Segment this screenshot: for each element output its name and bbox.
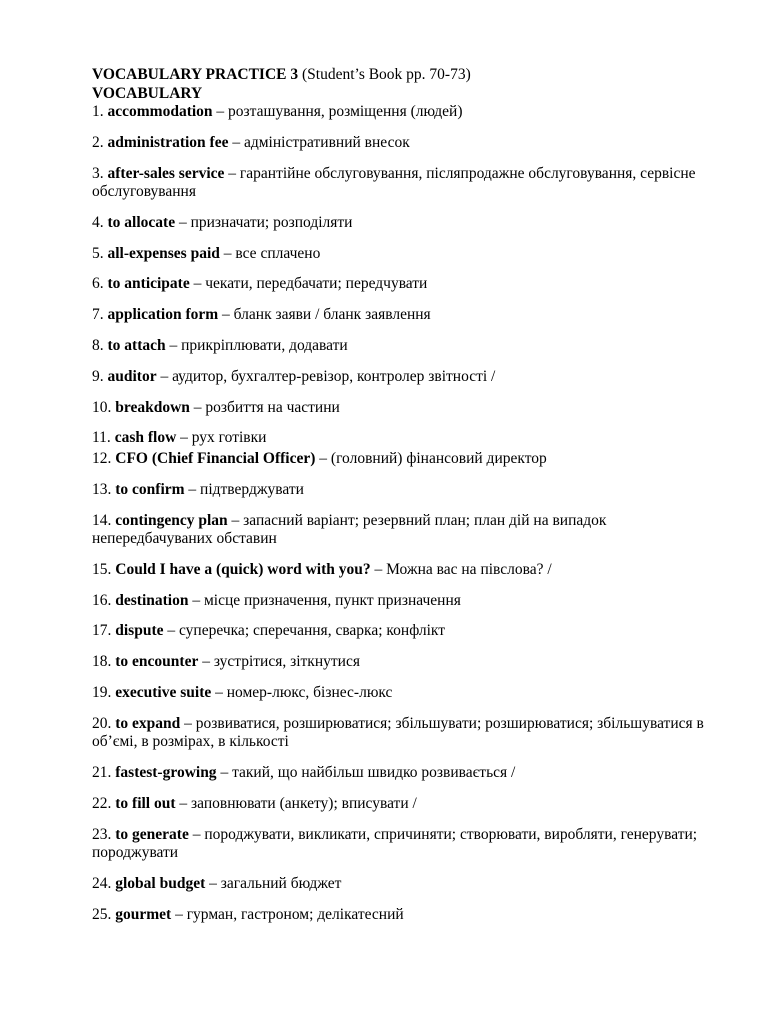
title-reference: (Student’s Book pp. 70-73) xyxy=(301,66,471,83)
entry-definition: – все сплачено xyxy=(223,244,321,262)
entry-definition: – підтверджувати xyxy=(188,480,304,498)
entry-term: cash flow xyxy=(114,429,177,447)
entry-number: 14. xyxy=(92,511,112,529)
entry-term: executive suite xyxy=(115,684,212,702)
entry-term: after-sales service xyxy=(107,164,225,182)
entry-term: breakdown xyxy=(115,398,190,416)
entry-term: dispute xyxy=(115,622,164,640)
section-heading xyxy=(92,85,728,104)
entry-number: 20. xyxy=(92,714,112,732)
entry-number: 18. xyxy=(92,653,112,671)
entry-term: to fill out xyxy=(115,794,176,812)
entry-definition: – породжувати, викликати, спричиняти; створювати, виробляти, генерувати; породжувати xyxy=(92,825,698,862)
vocabulary-entry xyxy=(92,622,728,641)
entry-term: to allocate xyxy=(107,213,176,231)
entry-term: contingency plan xyxy=(115,511,228,529)
entry-term: administration fee xyxy=(107,133,229,151)
vocabulary-entry xyxy=(92,684,728,703)
entry-definition: – призначати; розподіляти xyxy=(178,213,353,231)
entry-definition: – суперечка; сперечання, сварка; конфлікт xyxy=(167,622,446,640)
entry-number: 10. xyxy=(92,398,112,416)
vocabulary-entry xyxy=(92,399,728,418)
vocabulary-entry xyxy=(92,875,728,894)
entry-number: 2. xyxy=(92,133,104,151)
entry-term: to anticipate xyxy=(107,275,190,293)
vocabulary-entry xyxy=(92,481,728,500)
entry-number: 12. xyxy=(92,449,112,467)
entry-definition: – номер-люкс, бізнес-люкс xyxy=(215,684,393,702)
entry-definition: – гарантійне обслуговування, післяпродажне обслуговування, сервісне обслуговування xyxy=(92,164,696,201)
entry-definition: – прикріплювати, додавати xyxy=(169,337,348,355)
entry-number: 22. xyxy=(92,794,112,812)
vocabulary-entry xyxy=(92,275,728,294)
entry-number: 13. xyxy=(92,480,112,498)
vocabulary-entry xyxy=(92,306,728,325)
entry-number: 4. xyxy=(92,213,104,231)
entry-number: 11. xyxy=(92,429,111,447)
entry-number: 19. xyxy=(92,684,112,702)
vocabulary-entry xyxy=(92,653,728,672)
entry-term: accommodation xyxy=(107,103,213,120)
entry-term: to expand xyxy=(115,714,181,732)
vocabulary-entry xyxy=(92,592,728,611)
entry-definition: – гурман, гастроном; делікатесний xyxy=(175,905,404,923)
entry-term: to confirm xyxy=(115,480,185,498)
vocabulary-entry xyxy=(92,165,728,202)
entry-term: to attach xyxy=(107,337,166,355)
vocabulary-entry xyxy=(92,795,728,814)
entry-definition: – (головний) фінансовий директор xyxy=(319,449,547,467)
entry-definition: – розвиватися, розширюватися; збільшувати; розширюватися; збільшуватися в об’ємі, в розмірах, в кількості xyxy=(92,714,704,751)
vocabulary-entry xyxy=(92,429,728,448)
entry-term: auditor xyxy=(107,367,157,385)
title-main: VOCABULARY PRACTICE 3 xyxy=(92,66,299,83)
entry-definition: – Можна вас на півслова? / xyxy=(374,560,552,578)
vocabulary-entry xyxy=(92,906,728,925)
vocabulary-entry xyxy=(92,103,728,122)
entry-number: 3. xyxy=(92,164,104,182)
entry-number: 5. xyxy=(92,244,104,262)
vocabulary-entry xyxy=(92,764,728,783)
vocabulary-entry xyxy=(92,512,728,549)
vocabulary-entry xyxy=(92,826,728,863)
entry-definition: – загальний бюджет xyxy=(209,875,342,893)
document-title xyxy=(92,66,728,85)
entry-number: 16. xyxy=(92,591,112,609)
entry-term: to generate xyxy=(115,825,189,843)
vocabulary-entry xyxy=(92,214,728,233)
entry-number: 25. xyxy=(92,905,112,923)
entry-term: CFO (Chief Financial Officer) xyxy=(115,449,316,467)
entry-number: 6. xyxy=(92,275,104,293)
entry-definition: – такий, що найбільш швидко розвивається / xyxy=(220,764,516,782)
entry-number: 8. xyxy=(92,337,104,355)
entry-number: 15. xyxy=(92,560,112,578)
entry-definition: – рух готівки xyxy=(180,429,267,447)
entry-term: to encounter xyxy=(115,653,199,671)
entry-definition: – запасний варіант; резервний план; план дій на випадок непередбачуваних обставин xyxy=(92,511,607,548)
entry-term: application form xyxy=(107,306,219,324)
entry-term: global budget xyxy=(115,875,206,893)
entry-definition: – зустрітися, зіткнутися xyxy=(202,653,360,671)
entry-definition: – бланк заяви / бланк заявлення xyxy=(222,306,431,324)
vocabulary-entry xyxy=(92,561,728,580)
vocabulary-entry xyxy=(92,715,728,752)
vocabulary-list xyxy=(92,103,728,924)
entry-term: Could I have a (quick) word with you? xyxy=(115,560,371,578)
entry-term: fastest-growing xyxy=(115,764,217,782)
vocabulary-entry xyxy=(92,337,728,356)
vocabulary-entry xyxy=(92,450,728,469)
entry-term: all-expenses paid xyxy=(107,244,220,262)
entry-number: 7. xyxy=(92,306,104,324)
entry-number: 17. xyxy=(92,622,112,640)
entry-definition: – аудитор, бухгалтер-ревізор, контролер звітності / xyxy=(160,367,496,385)
entry-number: 24. xyxy=(92,875,112,893)
entry-term: gourmet xyxy=(115,905,172,923)
entry-number: 1. xyxy=(92,103,104,120)
entry-number: 21. xyxy=(92,764,112,782)
entry-term: destination xyxy=(115,591,189,609)
vocabulary-entry xyxy=(92,368,728,387)
entry-definition: – розбиття на частини xyxy=(193,398,340,416)
vocabulary-entry xyxy=(92,134,728,153)
entry-definition: – заповнювати (анкету); вписувати / xyxy=(179,794,417,812)
entry-definition: – адміністративний внесок xyxy=(232,133,410,151)
entry-definition: – чекати, передбачати; передчувати xyxy=(193,275,428,293)
entry-number: 9. xyxy=(92,367,104,385)
entry-number: 23. xyxy=(92,825,112,843)
section-heading-text: VOCABULARY xyxy=(92,84,203,102)
vocabulary-entry xyxy=(92,245,728,264)
entry-definition: – місце призначення, пункт призначення xyxy=(192,591,461,609)
entry-definition: – розташування, розміщення (людей) xyxy=(216,103,463,120)
vocabulary-document xyxy=(92,66,728,937)
